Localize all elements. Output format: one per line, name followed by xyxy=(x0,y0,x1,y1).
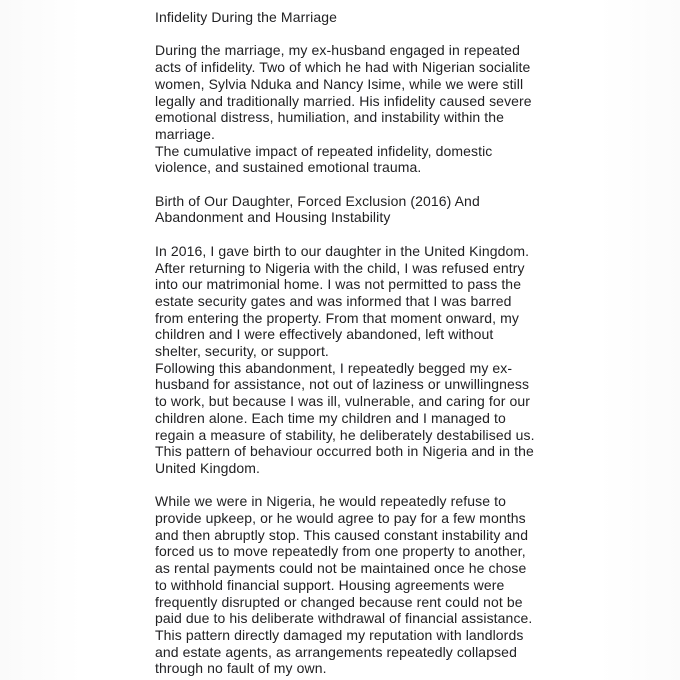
text-line: After returning to Nigeria with the child, I was refused entry xyxy=(155,259,525,276)
text-line: children alone. Each time my children and I managed to xyxy=(155,409,506,426)
text-line: from entering the property. From that moment onward, my xyxy=(155,309,519,326)
text-line: This pattern directly damaged my reputation with landlords xyxy=(155,626,524,643)
document-text-column xyxy=(155,9,555,677)
text-line: Following this abandonment, I repeatedly begged my ex- xyxy=(155,359,513,376)
text-line: acts of infidelity. Two of which he had with Nigerian socialite xyxy=(155,59,531,76)
text-line: frequently disrupted or changed because rent could not be xyxy=(155,593,523,610)
heading-birth-exclusion xyxy=(155,193,555,226)
text-line: and then abruptly stop. This caused constant instability and xyxy=(155,526,529,543)
paragraph-exclusion-1 xyxy=(155,243,555,360)
text-line: shelter, security, or support. xyxy=(155,343,329,360)
paragraph-nigeria-housing xyxy=(155,493,555,677)
text-line: emotional distress, humiliation, and instability within the xyxy=(155,109,505,126)
text-line: estate security gates and was informed that I was barred xyxy=(155,292,512,309)
text-line: During the marriage, my ex-husband engaged in repeated xyxy=(155,42,520,59)
text-line: forced us to move repeatedly from one property to another, xyxy=(155,543,526,560)
text-line: violence, and sustained emotional trauma. xyxy=(155,159,422,176)
text-line: to withhold financial support. Housing agreements were xyxy=(155,576,505,593)
text-line: women, Sylvia Nduka and Nancy Isime, while we were still xyxy=(155,75,524,92)
text-line: Infidelity During the Marriage xyxy=(155,9,337,25)
text-line: Birth of Our Daughter, Forced Exclusion (2016) And xyxy=(155,192,480,209)
paragraph-exclusion-2 xyxy=(155,360,555,477)
text-line: This pattern of behaviour occurred both in Nigeria and in the xyxy=(155,443,534,460)
paragraph-infidelity-1 xyxy=(155,42,555,142)
text-line: children and I were effectively abandoned, left without xyxy=(155,326,494,343)
text-line: to work, but because I was ill, vulnerable, and caring for our xyxy=(155,393,531,410)
text-line: into our matrimonial home. I was not permitted to pass the xyxy=(155,276,522,293)
text-line: regain a measure of stability, he deliberately destabilised us. xyxy=(155,426,535,443)
text-line: and estate agents, as arrangements repeatedly collapsed xyxy=(155,643,517,660)
paragraph-infidelity-2 xyxy=(155,143,555,176)
text-line: legally and traditionally married. His infidelity caused severe xyxy=(155,92,532,109)
text-line: husband for assistance, not out of laziness or unwillingness xyxy=(155,376,530,393)
text-line: as rental payments could not be maintained once he chose xyxy=(155,560,527,577)
text-line: marriage. xyxy=(155,125,216,142)
text-line: In 2016, I gave birth to our daughter in the United Kingdom. xyxy=(155,242,530,259)
text-line: provide upkeep, or he would agree to pay for a few months xyxy=(155,510,526,527)
text-line: through no fault of my own. xyxy=(155,660,327,677)
text-line: The cumulative impact of repeated infidelity, domestic xyxy=(155,142,493,159)
text-line: While we were in Nigeria, he would repeatedly refuse to xyxy=(155,493,507,510)
text-line: paid due to his deliberate withdrawal of financial assistance. xyxy=(155,610,533,627)
heading-infidelity xyxy=(155,9,555,26)
text-line: Abandonment and Housing Instability xyxy=(155,209,391,226)
text-line: United Kingdom. xyxy=(155,459,261,476)
